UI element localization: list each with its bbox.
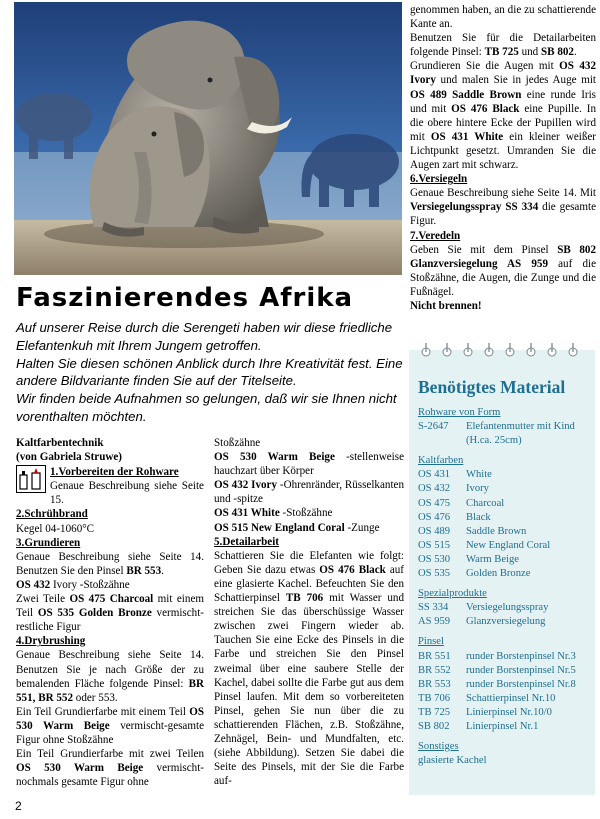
eye-instruction: Grundieren Sie die Augen mit OS 432 Ivory und malen Sie in jedes Auge mit OS 489 Saddle Brown eine runde Iris und mit OS 476 Black eine Pupille. In die obere hintere Ecke der Pupillen wird mit OS 431 White ein kleiner weißer Lichtpunkt gesetzt. Umranden Sie die Augen zart mit schwarz. — [410, 60, 597, 172]
material-item — [418, 754, 594, 768]
material-code: OS 535 — [418, 568, 451, 580]
material-item — [418, 511, 594, 525]
material-description: Versiegelungsspray — [466, 602, 549, 614]
material-code: SS 334 — [418, 602, 449, 614]
material-description: Schattierpinsel Nr.10 — [466, 692, 556, 704]
material-item — [418, 650, 594, 664]
material-description: runder Borstenpinsel Nr.8 — [466, 678, 576, 690]
technique-heading: Kaltfarbentechnik — [16, 437, 104, 449]
step-4-mix-2: Ein Teil Grundierfarbe mit zwei Teilen OS 530 Warm Beige vermischt-nochmals gesamte Figur ohne — [16, 748, 204, 789]
step-3-mix: Zwei Teile OS 475 Charcoal mit einem Teil OS 535 Golden Bronze vermischt-restliche Figur — [16, 593, 204, 634]
intro-paragraph: Wir finden beide Aufnahmen so gelungen, daß wir sie Ihnen nicht vorenthalten möchten. — [16, 391, 397, 424]
material-section-heading: Kaltfarben — [418, 455, 464, 467]
material-description: Charcoal — [466, 497, 505, 509]
step-1-heading: 1.Vorbereiten der Rohware — [50, 466, 179, 479]
continued-text: genommen haben, an die zu schattierende Kante an. — [410, 4, 596, 31]
material-item — [418, 553, 594, 567]
material-description: runder Borstenpinsel Nr.5 — [466, 664, 576, 676]
material-code: OS 476 — [418, 511, 451, 523]
column-2 — [214, 436, 404, 788]
column-1 — [16, 436, 204, 789]
material-item — [418, 615, 594, 629]
step-4-heading: 4.Drybrushing — [16, 635, 86, 648]
step-2-heading: 2.Schrühbrand — [16, 508, 88, 521]
step-4-text: Genaue Beschreibung siehe Seite 14. Benutzen Sie je nach Größe der zu bemalenden Fläche folgende Pinsel: BR 551, BR 552 oder 553. — [16, 649, 204, 704]
material-code: OS 432 — [418, 483, 451, 495]
material-code: TB 725 — [418, 706, 451, 718]
material-item — [418, 567, 594, 581]
step-6-text: Genaue Beschreibung siehe Seite 14. Mit Versiegelungsspray SS 334 die gesamte Figur. — [410, 187, 596, 228]
step-6-heading: 6.Versiegeln — [410, 173, 468, 186]
material-list — [418, 406, 594, 768]
material-code: OS 475 — [418, 497, 451, 509]
material-code: OS 515 — [418, 539, 451, 551]
material-description: Linierpinsel Nr.10/0 — [466, 706, 552, 718]
material-code: OS 530 — [418, 553, 451, 565]
step-7-heading: 7.Veredeln — [410, 229, 461, 242]
step-5-text: Schattieren Sie die Elefanten wie folgt: Geben Sie dazu etwas OS 476 Black auf eine glasierte Kachel. Befeuchten Sie den Schattierpinsel TB 706 mit Wasser und streichen Sie das überschüssige Wasser zwischen zwei Fingern wieder ab. Tauchen Sie eine Ecke des Pinsels in die Farbe und streichen Sie den Pinsel zweimal über eine saubere Stelle der Kachel, dabei sollte die Farbe gut aus dem Pinsel laufen. Mit dem so vorbereiteten Pinsel, gehen Sie nun über die zu schattierenden Flächen, z.B. Stoßzähne, Zehnägel, Bein- und Mundfalten, etc. (siehe Abbildung). Setzen Sie dabei die Seite des Pinsels, mit der Sie die Farbe auf- — [214, 549, 405, 788]
material-item — [418, 706, 594, 720]
step-1-text: Genaue Beschreibung siehe Seite 15. — [50, 480, 204, 507]
step-5-heading: 5.Detailarbeit — [214, 535, 280, 548]
page-title: Faszinierendes Afrika — [16, 283, 354, 313]
material-description: Elefantenmutter mit Kind (H.ca. 25cm) — [466, 421, 575, 447]
step-7-text: Geben Sie mit dem Pinsel SB 802 Glanzversiegelung AS 959 auf die Stoßzähne, die Augen, die Zunge und die Fußnägel. — [410, 243, 597, 298]
color-line: OS 431 White -Stoßzähne — [214, 507, 333, 520]
material-item — [418, 482, 594, 496]
material-title: Benötigtes Material — [418, 377, 566, 397]
intro-paragraph: Auf unserer Reise durch die Serengeti haben wir diese friedliche Elefantenkuh mit Ihrem Jungem getroffen. — [16, 320, 393, 353]
material-section-heading: Spezialprodukte — [418, 588, 487, 600]
material-section-heading: Pinsel — [418, 636, 444, 648]
material-description: Saddle Brown — [466, 525, 527, 537]
kiln-tools-icon — [16, 465, 46, 493]
warning-text: Nicht brennen! — [410, 299, 482, 312]
material-item — [418, 601, 594, 615]
author-line: (von Gabriela Struwe) — [16, 451, 122, 464]
step-4-mix-1: Ein Teil Grundierfarbe mit einem Teil OS 530 Warm Beige vermischt-gesamte Figur ohne Stoßzähne — [16, 705, 204, 746]
material-code: S-2647 — [418, 421, 449, 433]
material-code: BR 551 — [418, 650, 451, 662]
material-item — [418, 468, 594, 482]
material-code: SB 802 — [418, 720, 450, 732]
color-line: OS 432 Ivory -Ohrenränder, Rüsselkanten und -spitze — [214, 479, 404, 506]
page-number: 2 — [15, 799, 22, 813]
material-description: Black — [466, 511, 491, 523]
material-code: BR 553 — [418, 678, 451, 690]
elephant-photo — [14, 2, 402, 275]
material-description: Ivory — [466, 483, 489, 495]
material-item — [418, 664, 594, 678]
material-item — [418, 539, 594, 553]
step-3-heading: 3.Grundieren — [16, 536, 81, 549]
material-item — [418, 692, 594, 706]
step-3-text: Genaue Beschreibung siehe Seite 14. Benutzen Sie den Pinsel BR 553. — [16, 550, 204, 577]
material-code: OS 489 — [418, 525, 451, 537]
material-description: Glanzversiegelung — [466, 616, 546, 628]
step-1 — [16, 465, 204, 507]
material-description: Golden Bronze — [466, 568, 531, 580]
material-code: OS 431 — [418, 469, 451, 481]
intro-text — [16, 319, 406, 426]
column-3 — [410, 3, 596, 313]
intro-paragraph: Halten Sie diesen schönen Anblick durch Ihre Kreativität fest. Eine andere Bildvariante finden Sie auf der Titelseite. — [16, 355, 403, 389]
material-description: White — [466, 469, 492, 481]
material-description: glasierte Kachel — [418, 755, 487, 767]
material-description: runder Borstenpinsel Nr.3 — [466, 650, 576, 662]
material-item — [418, 720, 594, 734]
material-description: Linierpinsel Nr.1 — [466, 720, 539, 732]
material-item — [418, 678, 594, 692]
material-description: Warm Beige — [466, 553, 519, 565]
material-code: AS 959 — [418, 616, 451, 628]
color-line: OS 530 Warm Beige -stellenweise hauchzart über Körper — [214, 451, 404, 478]
material-code: BR 552 — [418, 664, 451, 676]
continued-text: Stoßzähne — [214, 437, 261, 449]
material-item — [418, 420, 594, 448]
material-section-heading: Rohware von Form — [418, 407, 501, 418]
step-2-text: Kegel 04-1060°C — [16, 522, 95, 535]
color-line: OS 515 New England Coral -Zunge — [214, 521, 380, 534]
material-item — [418, 525, 594, 539]
material-description: New England Coral — [466, 539, 551, 551]
brush-instruction: Benutzen Sie für die Detailarbeiten folgende Pinsel: TB 725 und SB 802. — [410, 32, 596, 59]
material-section-heading: Sonstiges — [418, 741, 459, 753]
step-3-color-1: OS 432 Ivory -Stoßzähne — [16, 578, 130, 591]
material-item — [418, 497, 594, 511]
material-code: TB 706 — [418, 692, 451, 704]
spiral-binding-icon — [418, 341, 588, 359]
